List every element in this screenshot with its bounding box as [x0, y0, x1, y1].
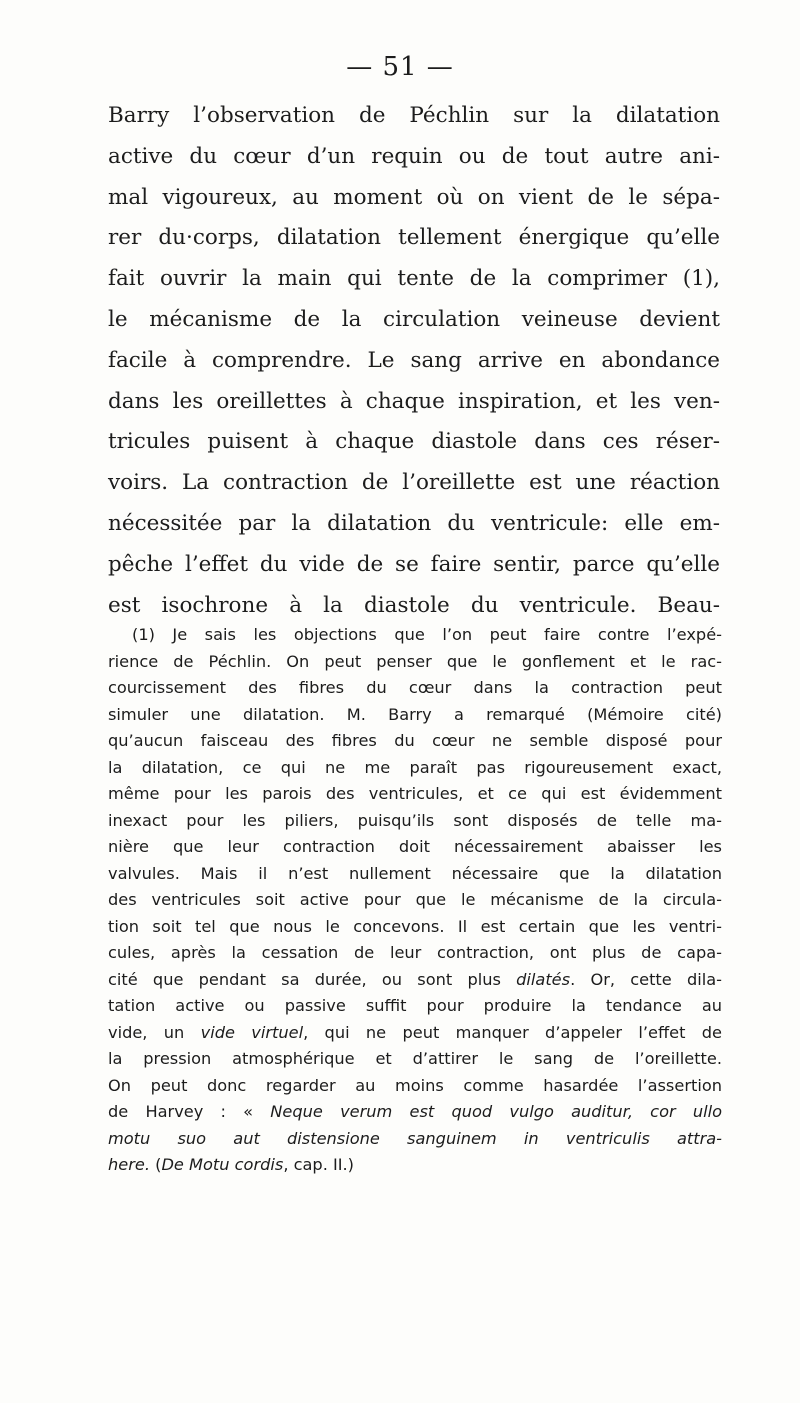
footnote-text: . Or, cette dila- [570, 969, 722, 989]
footnote-line: (1) Je sais les objections que l’on peut faire contre l’expé- [132, 625, 722, 644]
footnote-line: nière que leur contraction doit nécessairement abaisser les [108, 837, 722, 856]
text-line: voirs. La contraction de l’oreillette est une réaction [108, 470, 720, 496]
main-paragraph [108, 96, 720, 626]
footnote-italic: here. [108, 1155, 150, 1174]
footnote-italic: vide virtuel [200, 1022, 304, 1042]
footnote-line: même pour les parois des ventricules, et ce qui est évidemment [108, 784, 722, 803]
page-number: — 51 — [346, 52, 454, 82]
footnote-line: inexact pour les piliers, puisqu’ils sont disposés de telle ma- [108, 810, 722, 830]
text-line: est isochrone à la diastole du ventricule. Beau- [108, 592, 720, 618]
footnote-line: On peut donc regarder au moins comme hasardée l’assertion [108, 1075, 722, 1095]
footnote-italic: De Motu cordis [161, 1155, 284, 1174]
footnote-italic: dilatés [516, 969, 571, 989]
footnote-line: tation active ou passive suffit pour produire la tendance au [108, 996, 722, 1015]
footnote-text: vide, un [108, 1022, 201, 1042]
footnote-line: rience de Péchlin. On peut penser que le gonflement et le rac- [108, 651, 722, 671]
footnote-line: valvules. Mais il n’est nullement nécessaire que la dilatation [108, 863, 722, 883]
text-line: le mécanisme de la circulation veineuse devient [108, 306, 720, 332]
text-line: nécessitée par la dilatation du ventricule: elle em- [108, 510, 720, 536]
footnote-line [108, 1020, 722, 1047]
footnote-line [108, 1126, 722, 1153]
footnote-line: qu’aucun faisceau des fibres du cœur ne semble disposé pour [108, 731, 722, 750]
footnote-text: , cap. II.) [283, 1155, 354, 1174]
footnote-line: la dilatation, ce qui ne me paraît pas rigoureusement exact, [108, 757, 722, 777]
text-line: rer du·corps, dilatation tellement énergique qu’elle [108, 225, 720, 251]
text-line: mal vigoureux, au moment où on vient de le sépa- [108, 184, 720, 210]
text-line: fait ouvrir la main qui tente de la comprimer (1), [108, 266, 720, 292]
text-line: Barry l’observation de Péchlin sur la dilatation [108, 103, 720, 128]
text-line: tricules puisent à chaque diastole dans ces réser- [108, 429, 720, 455]
footnote-line [108, 967, 722, 994]
footnote-line: des ventricules soit active pour que le mécanisme de la circula- [108, 890, 722, 909]
footnote-line: tion soit tel que nous le concevons. Il est certain que les ventri- [108, 916, 722, 936]
text-line: pêche l’effet du vide de se faire sentir, parce qu’elle [108, 551, 720, 577]
footnote-line: cules, après la cessation de leur contraction, ont plus de capa- [108, 943, 722, 962]
footnote [108, 622, 722, 1179]
footnote-text: de Harvey : « [108, 1102, 271, 1121]
text-line: facile à comprendre. Le sang arrive en abondance [108, 347, 720, 373]
footnote-italic: motu suo aut distensione sanguinem in ventriculis attra- [108, 1128, 722, 1148]
footnote-line: simuler une dilatation. M. Barry a remarqué (Mémoire cité) [108, 704, 722, 724]
footnote-text: , qui ne peut manquer d’appeler l’effet de [303, 1022, 722, 1042]
footnote-line [108, 1152, 722, 1179]
footnote-line [108, 1099, 722, 1126]
footnote-text: cité que pendant sa durée, ou sont plus [108, 969, 517, 989]
footnote-line: courcissement des fibres du cœur dans la contraction peut [108, 678, 722, 697]
footnote-line: la pression atmosphérique et d’attirer le sang de l’oreillette. [108, 1049, 722, 1068]
text-line: dans les oreillettes à chaque inspiration, et les ven- [108, 388, 720, 414]
text-line: active du cœur d’un requin ou de tout autre ani- [108, 143, 720, 169]
footnote-text: ( [149, 1155, 162, 1174]
footnote-italic: Neque verum est quod vulgo auditur, cor ullo [270, 1102, 722, 1121]
